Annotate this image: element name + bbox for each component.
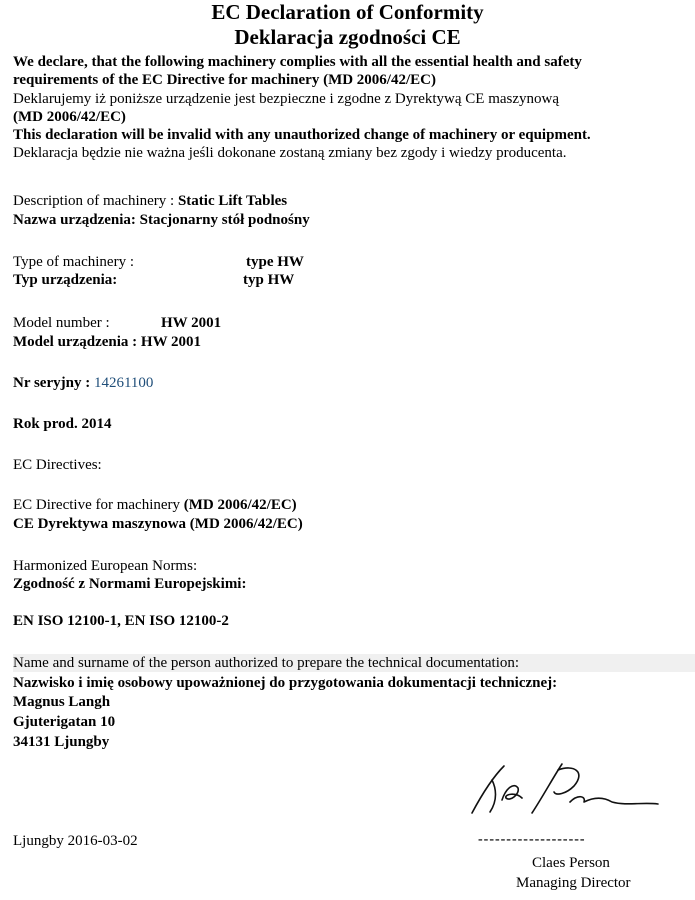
description-value-english: Static Lift Tables [177,193,288,209]
directive-english [13,496,297,514]
directive-label-english: EC Directive for machinery [13,497,184,513]
model-label-english: Model number : [13,315,110,331]
declare-polish-line-1: Deklarujemy iż poniższe urządzenie jest bezpieczne i zgodne z Dyrektywą CE maszynową [13,91,560,107]
signature-line: ------------------- [478,832,586,847]
norms-heading-english: Harmonized European Norms: [13,558,198,574]
production-year: Rok prod. 2014 [13,416,112,432]
serial-label: Nr seryjny : [13,375,94,391]
description-polish [13,211,310,229]
signer-name: Claes Person [532,855,610,871]
model-polish [13,333,201,351]
directive-value-english: (MD 2006/42/EC) [183,497,297,513]
description-value-polish: Stacjonarny stół podnośny [139,212,310,228]
signature-image [462,758,662,828]
serial-number [13,374,153,392]
type-value-english: type HW [246,254,304,270]
description-label-polish: Nazwa urządzenia: [13,212,140,228]
title-english: EC Declaration of Conformity [211,0,484,24]
model-label-polish: Model urządzenia : [13,334,141,350]
model-value-polish: HW 2001 [140,334,202,350]
authorized-street: Gjuterigatan 10 [13,714,116,730]
type-label-polish: Typ urządzenia: [13,272,118,288]
directives-heading: EC Directives: [13,457,102,473]
norms-list: EN ISO 12100-1, EN ISO 12100-2 [13,613,229,629]
serial-value: 14261100 [93,375,154,391]
authorized-label-english: Name and surname of the person authorized to prepare the technical documentation: [13,654,695,672]
norms-heading-polish: Zgodność z Normami Europejskimi: [13,576,247,592]
description-label-english: Description of machinery : [13,193,178,209]
invalid-polish: Deklaracja będzie nie ważna jeśli dokonane zostaną zmiany bez zgody i wiedzy producenta. [13,145,567,161]
declare-english-line-2: requirements of the EC Directive for machinery (MD 2006/42/EC) [13,72,436,88]
directive-polish: CE Dyrektywa maszynowa (MD 2006/42/EC) [13,516,303,532]
declare-english-line-1: We declare, that the following machinery complies with all the essential health and safety [13,54,582,70]
description-english [13,192,287,210]
type-label-english: Type of machinery : [13,254,134,270]
authorized-label-polish: Nazwisko i imię osobowy upoważnionej do przygotowania dokumentacji technicznej: [13,675,558,691]
place-date: Ljungby 2016-03-02 [13,833,138,849]
declare-polish-line-2: (MD 2006/42/EC) [13,109,126,125]
type-value-polish: typ HW [243,272,295,288]
invalid-english: This declaration will be invalid with any unauthorized change of machinery or equipment. [13,127,591,143]
signer-title: Managing Director [516,875,631,891]
authorized-city: 34131 Ljungby [13,734,110,750]
authorized-name: Magnus Langh [13,694,111,710]
title-polish: Deklaracja zgodności CE [234,25,461,49]
model-value-english: HW 2001 [161,315,222,331]
